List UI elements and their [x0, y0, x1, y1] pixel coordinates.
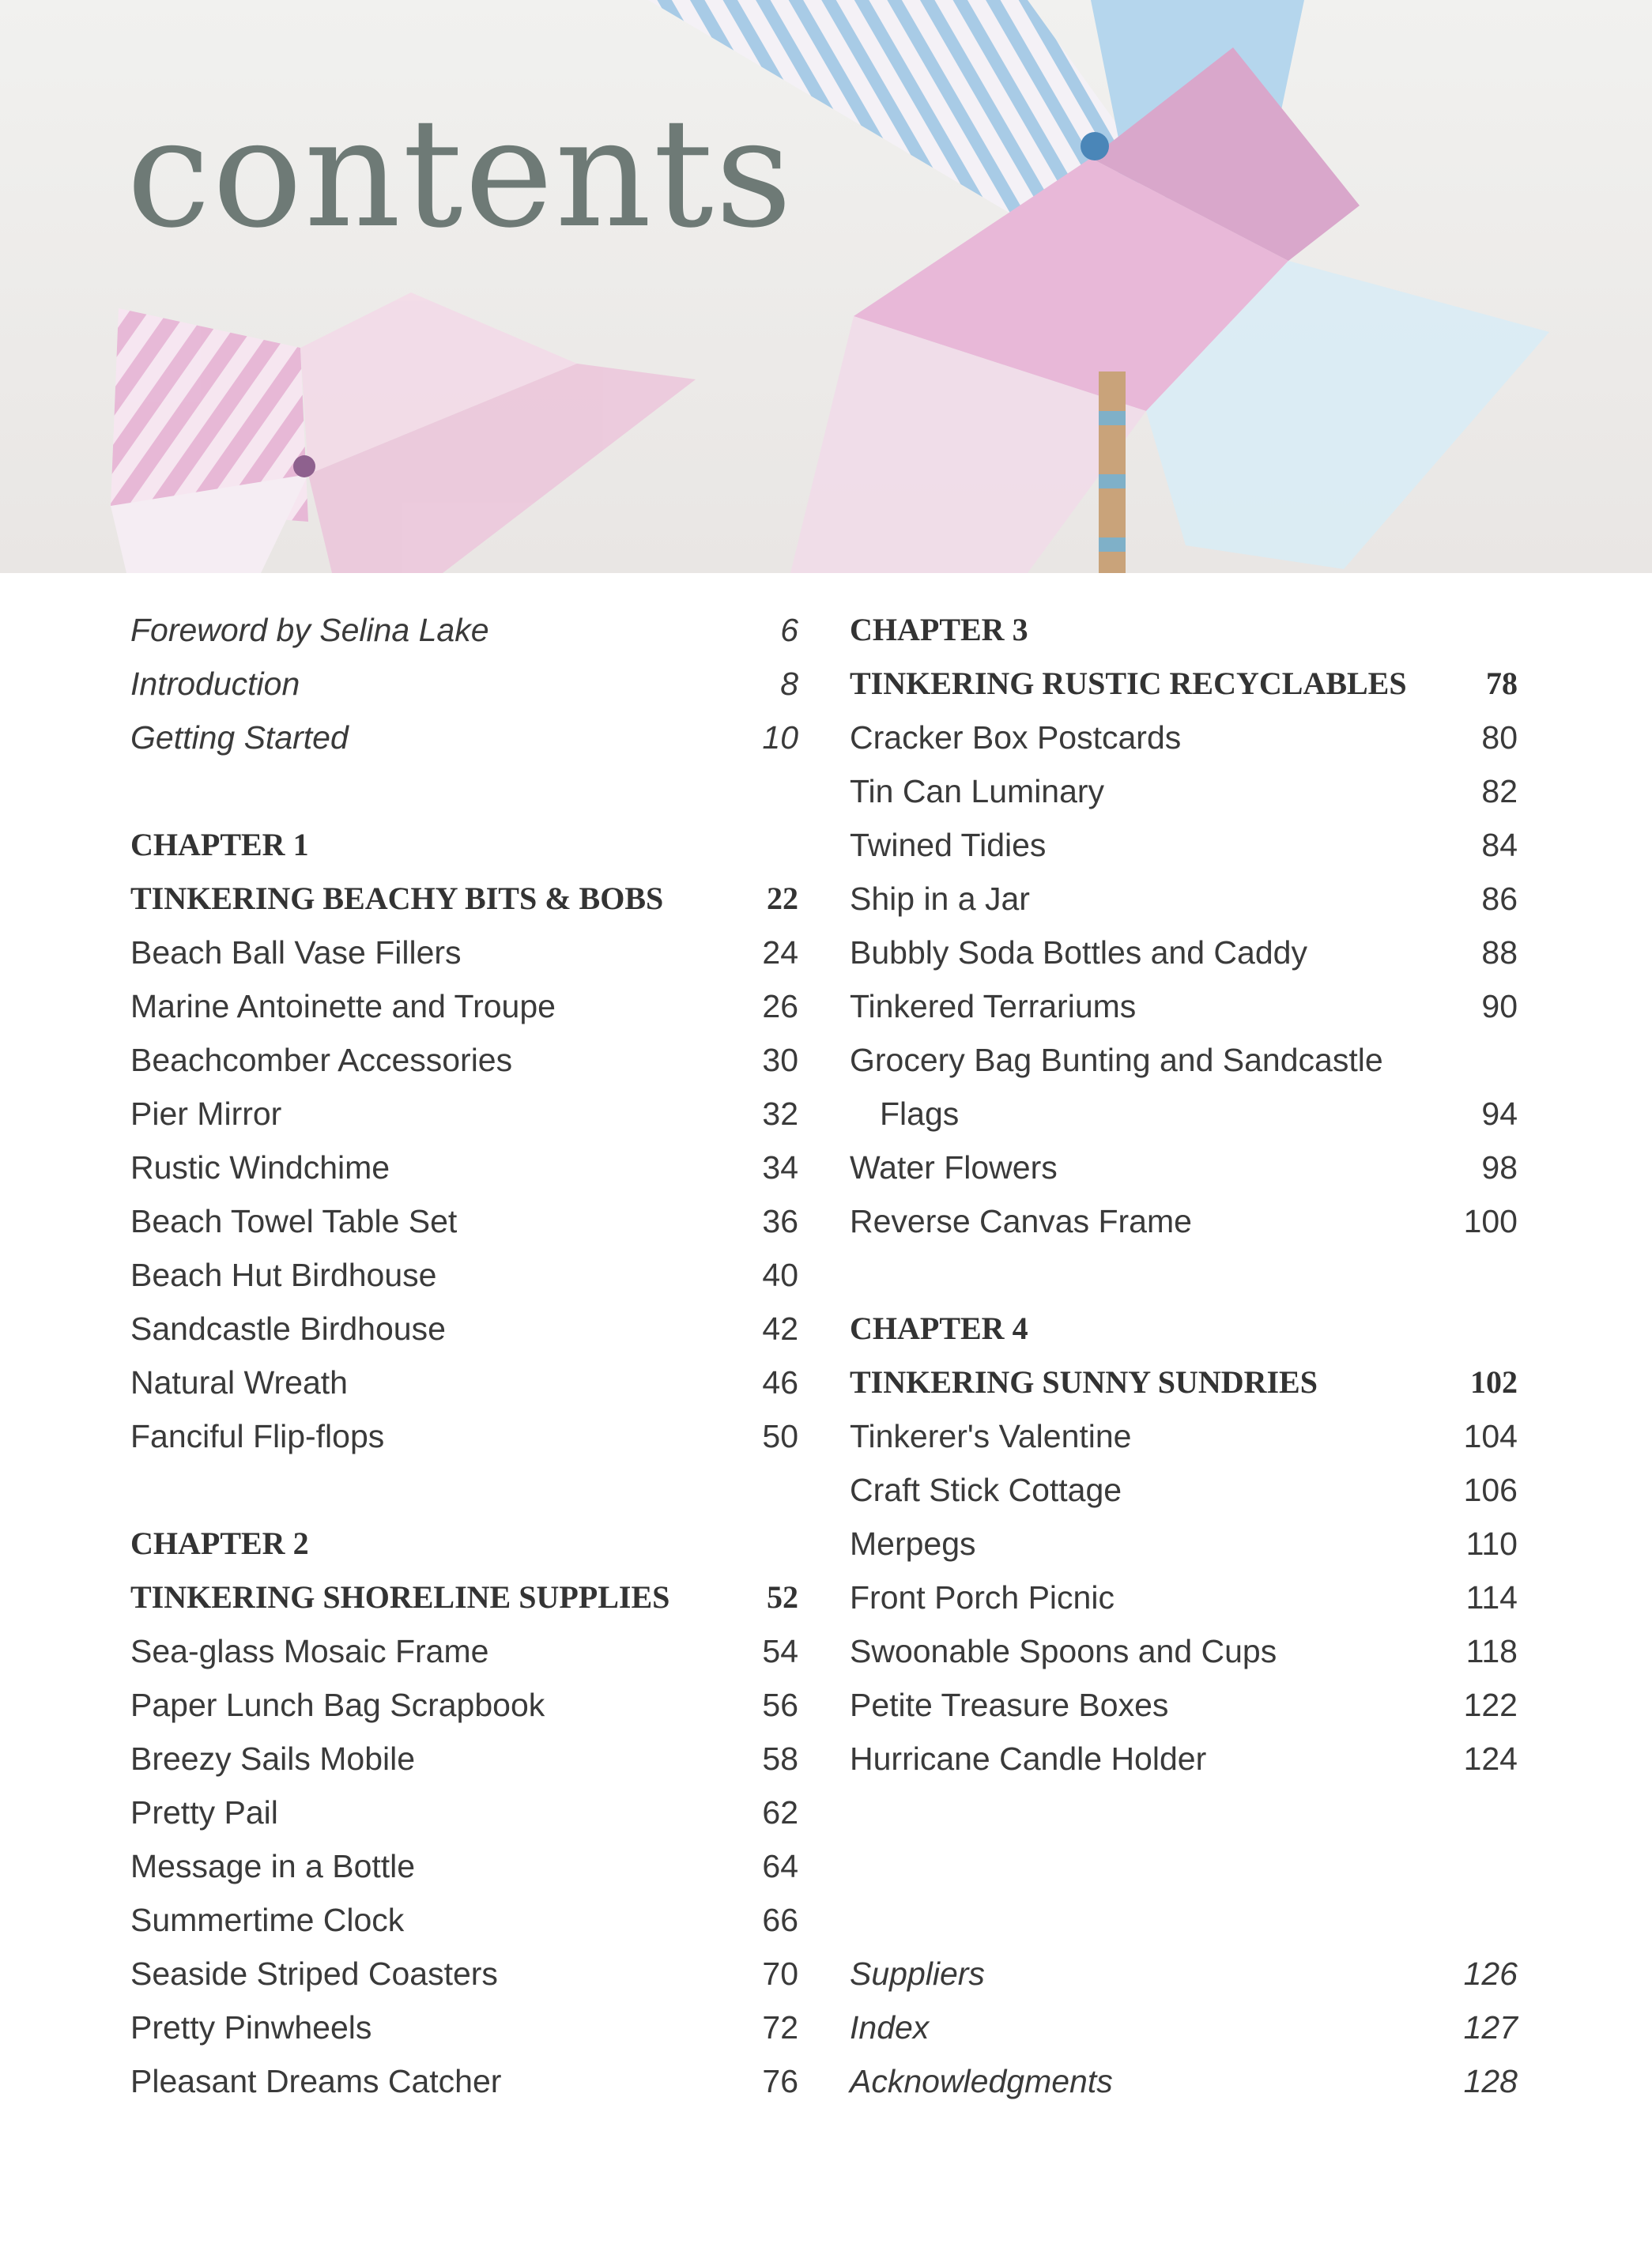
toc-front-matter-entry [130, 603, 798, 657]
toc-entry-page-number: 42 [762, 1311, 798, 1347]
toc-entry [130, 1141, 798, 1194]
toc-entry-title: Grocery Bag Bunting and Sandcastle [850, 1042, 1383, 1078]
toc-entry-page-number: 102 [1470, 1364, 1518, 1400]
toc-right-column [850, 603, 1518, 2108]
toc-front-matter-entry [130, 711, 798, 764]
toc-front-matter-entry [850, 1947, 1518, 2001]
toc-entry [850, 1033, 1518, 1087]
toc-entry-page-number: 50 [762, 1418, 798, 1454]
toc-entry-page-number: 58 [762, 1741, 798, 1777]
toc-entry-title: Foreword by Selina Lake [130, 612, 489, 648]
section-gap [130, 1463, 798, 1517]
toc-entry-title: CHAPTER 1 [130, 827, 309, 862]
toc-entry-page-number: 100 [1463, 1203, 1518, 1239]
toc-entry-page-number: 26 [762, 988, 798, 1024]
toc-left-column [130, 603, 798, 2108]
toc-entry [130, 1893, 798, 1947]
section-gap [850, 1893, 1518, 1947]
toc-entry [850, 818, 1518, 872]
toc-entry [850, 1194, 1518, 1248]
toc-entry-title: Beach Hut Birdhouse [130, 1257, 437, 1293]
toc-entry [130, 2001, 798, 2054]
toc-entry-title: Summertime Clock [130, 1902, 405, 1938]
toc-entry-page-number: 52 [767, 1579, 798, 1615]
toc-entry-title: Twined Tidies [850, 827, 1047, 863]
toc-entry-title: Suppliers [850, 1955, 985, 1992]
toc-entry-title: Pretty Pinwheels [130, 2009, 372, 2046]
toc-entry-title: Tin Can Luminary [850, 773, 1105, 809]
toc-entry-title: Ship in a Jar [850, 881, 1030, 917]
toc-entry-title: Sandcastle Birdhouse [130, 1311, 446, 1347]
toc-entry-title: TINKERING SHORELINE SUPPLIES [130, 1579, 670, 1615]
page-title: contents [126, 86, 794, 261]
toc-entry-title: Pretty Pail [130, 1794, 278, 1831]
toc-entry [130, 1786, 798, 1839]
toc-entry [850, 926, 1518, 979]
toc-entry-page-number: 24 [762, 934, 798, 971]
toc-entry-page-number: 122 [1463, 1687, 1518, 1723]
section-gap [850, 1248, 1518, 1302]
toc-entry [850, 1678, 1518, 1732]
toc-entry-title: Tinkered Terrariums [850, 988, 1137, 1024]
toc-entry [130, 1248, 798, 1302]
toc-entry [850, 1141, 1518, 1194]
toc-entry [850, 1571, 1518, 1624]
toc-entry-page-number: 40 [762, 1257, 798, 1293]
section-gap [130, 764, 798, 818]
toc-entry-title: Flags [880, 1096, 960, 1132]
toc-front-matter-entry [850, 2001, 1518, 2054]
toc-entry [850, 1624, 1518, 1678]
toc-entry-page-number: 70 [762, 1955, 798, 1992]
toc-entry-title: TINKERING RUSTIC RECYCLABLES [850, 666, 1407, 701]
toc-entry-title: Introduction [130, 666, 300, 702]
toc-front-matter-entry [130, 657, 798, 711]
toc-entry-page-number: 36 [762, 1203, 798, 1239]
toc-entry-page-number: 32 [762, 1096, 798, 1132]
toc-entry [130, 1678, 798, 1732]
section-gap [850, 1839, 1518, 1893]
toc-entry-title: Merpegs [850, 1526, 976, 1562]
toc-entry-title: Breezy Sails Mobile [130, 1741, 416, 1777]
toc-entry [850, 979, 1518, 1033]
toc-entry [130, 1356, 798, 1409]
toc-entry-title: Petite Treasure Boxes [850, 1687, 1169, 1723]
toc-entry-page-number: 86 [1481, 881, 1518, 917]
toc-entry [130, 1732, 798, 1786]
section-gap [850, 1786, 1518, 1839]
toc-entry-page-number: 72 [762, 2009, 798, 2046]
toc-entry-title: Craft Stick Cottage [850, 1472, 1122, 1508]
toc-entry-title: Getting Started [130, 719, 349, 756]
toc-entry-page-number: 80 [1481, 719, 1518, 756]
toc-entry-page-number: 124 [1463, 1741, 1518, 1777]
toc-entry-page-number: 84 [1481, 827, 1518, 863]
toc-entry-title: Beach Ball Vase Fillers [130, 934, 462, 971]
chapter-label [850, 1302, 1518, 1356]
chapter-label [130, 1517, 798, 1571]
toc-entry-page-number: 82 [1481, 773, 1518, 809]
toc-entry-title: Swoonable Spoons and Cups [850, 1633, 1277, 1669]
toc-entry-page-number: 64 [762, 1848, 798, 1884]
toc-entry-page-number: 127 [1463, 2009, 1518, 2046]
toc-entry-title: Cracker Box Postcards [850, 719, 1182, 756]
toc-entry-page-number: 114 [1465, 1579, 1518, 1616]
toc-entry-title: Tinkerer's Valentine [850, 1418, 1132, 1454]
toc-entry-title: Water Flowers [850, 1149, 1058, 1186]
toc-entry-title: Index [850, 2009, 930, 2046]
toc-entry-title: CHAPTER 3 [850, 612, 1028, 647]
toc-entry-page-number: 62 [762, 1794, 798, 1831]
toc-entry [130, 1839, 798, 1893]
toc-entry-continuation [850, 1087, 1518, 1141]
chapter-heading [850, 657, 1518, 711]
toc-entry-page-number: 56 [762, 1687, 798, 1723]
toc-entry-page-number: 22 [767, 881, 798, 916]
toc-entry-page-number: 94 [1481, 1096, 1518, 1132]
toc-entry-page-number: 66 [762, 1902, 798, 1938]
toc-entry-title: Message in a Bottle [130, 1848, 416, 1884]
toc-entry [850, 1409, 1518, 1463]
toc-entry-title: Sea-glass Mosaic Frame [130, 1633, 489, 1669]
toc-entry [130, 2054, 798, 2108]
toc-entry-title: Beachcomber Accessories [130, 1042, 513, 1078]
toc-entry-title: Reverse Canvas Frame [850, 1203, 1192, 1239]
toc-entry-page-number: 10 [762, 719, 798, 756]
toc-entry [130, 1194, 798, 1248]
toc-entry-title: Beach Towel Table Set [130, 1203, 458, 1239]
chapter-heading [130, 1571, 798, 1624]
toc-entry-page-number: 110 [1465, 1526, 1518, 1562]
toc-entry [850, 1463, 1518, 1517]
chapter-label [850, 603, 1518, 657]
toc-entry [130, 1624, 798, 1678]
toc-entry-page-number: 128 [1463, 2063, 1518, 2099]
toc-entry-page-number: 46 [762, 1364, 798, 1401]
toc-entry [850, 711, 1518, 764]
toc-entry-page-number: 78 [1486, 666, 1518, 701]
toc-entry [850, 1517, 1518, 1571]
toc-entry-page-number: 76 [762, 2063, 798, 2099]
toc-entry-page-number: 88 [1481, 934, 1518, 971]
toc-entry-title: Hurricane Candle Holder [850, 1741, 1207, 1777]
toc-entry-title: Seaside Striped Coasters [130, 1955, 498, 1992]
toc-entry-title: Pier Mirror [130, 1096, 282, 1132]
toc-entry-title: TINKERING SUNNY SUNDRIES [850, 1364, 1318, 1400]
toc-entry-title: CHAPTER 4 [850, 1311, 1028, 1346]
toc-entry [130, 1409, 798, 1463]
toc-entry-page-number: 34 [762, 1149, 798, 1186]
toc-entry [850, 872, 1518, 926]
toc-entry [130, 926, 798, 979]
chapter-label [130, 818, 798, 872]
toc-entry-title: Front Porch Picnic [850, 1579, 1115, 1616]
toc-entry-title: Paper Lunch Bag Scrapbook [130, 1687, 545, 1723]
header-photo [0, 0, 1652, 573]
toc-entry-page-number: 6 [780, 612, 798, 648]
toc-entry-title: Bubbly Soda Bottles and Caddy [850, 934, 1307, 971]
toc-entry [850, 764, 1518, 818]
toc-entry-page-number: 8 [780, 666, 798, 702]
toc-entry-title: Fanciful Flip-flops [130, 1418, 385, 1454]
toc-entry [130, 1087, 798, 1141]
chapter-heading [130, 872, 798, 926]
toc-entry-title: Pleasant Dreams Catcher [130, 2063, 502, 2099]
toc-entry [130, 1302, 798, 1356]
toc-entry-page-number: 126 [1463, 1955, 1518, 1992]
toc-entry-page-number: 98 [1481, 1149, 1518, 1186]
toc-entry-title: TINKERING BEACHY BITS & BOBS [130, 881, 664, 916]
toc-entry-page-number: 106 [1463, 1472, 1518, 1508]
toc-entry-page-number: 90 [1481, 988, 1518, 1024]
toc-entry-title: Natural Wreath [130, 1364, 348, 1401]
toc-entry-page-number: 104 [1463, 1418, 1518, 1454]
toc-entry-title: Acknowledgments [850, 2063, 1113, 2099]
toc-entry [130, 1947, 798, 2001]
toc-entry-page-number: 54 [762, 1633, 798, 1669]
toc-entry-title: CHAPTER 2 [130, 1526, 309, 1561]
toc-entry-title: Rustic Windchime [130, 1149, 390, 1186]
toc-entry-title: Marine Antoinette and Troupe [130, 988, 556, 1024]
toc-entry [850, 1732, 1518, 1786]
chapter-heading [850, 1356, 1518, 1409]
toc-entry-page-number: 30 [762, 1042, 798, 1078]
toc-entry [130, 1033, 798, 1087]
toc-entry [130, 979, 798, 1033]
toc-front-matter-entry [850, 2054, 1518, 2108]
toc-entry-page-number: 118 [1465, 1633, 1518, 1669]
